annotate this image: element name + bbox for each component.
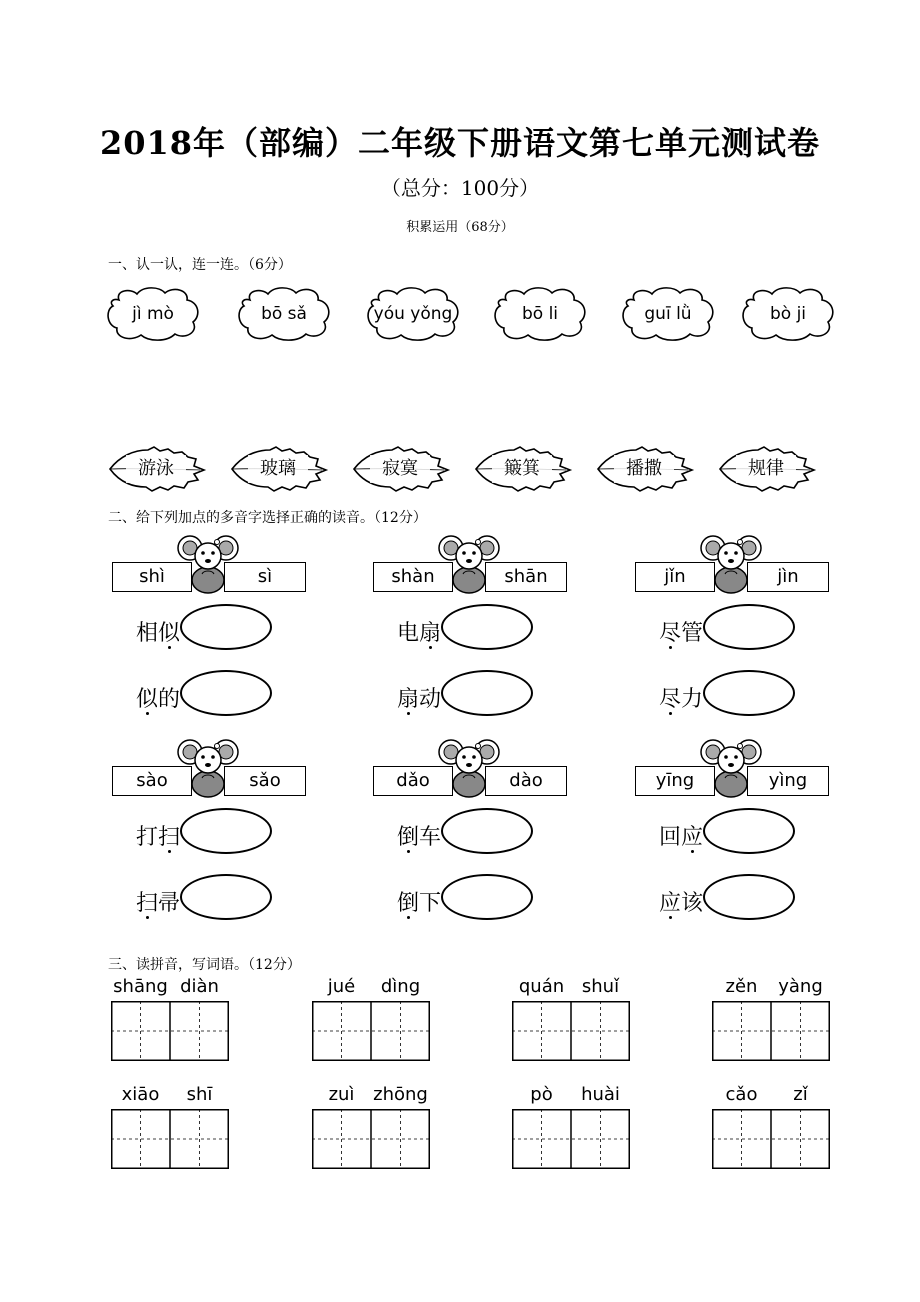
section-note: 积累运用（68分）: [406, 220, 514, 235]
pinyin-syllable: huài: [581, 1084, 620, 1105]
pinyin-syllable: cǎo: [725, 1084, 758, 1105]
answer-oval[interactable]: [441, 808, 533, 854]
q1-heading: 一、认一认，连一连。（6分）: [108, 257, 292, 273]
pinyin-option-right[interactable]: yìng: [747, 766, 829, 796]
cloud-pinyin-label: yóu yǒng: [373, 304, 453, 324]
tian-zi-grid[interactable]: [712, 1001, 830, 1061]
answer-oval[interactable]: [180, 670, 272, 716]
pinyin-syllable: zěn: [725, 976, 758, 997]
polyphone-word: 尽力: [659, 687, 704, 712]
emphasis-dot: [669, 646, 672, 649]
tian-zi-grid[interactable]: [312, 1001, 430, 1061]
pinyin-syllable: yàng: [778, 976, 823, 997]
cloud-pinyin-label: guī lǜ: [644, 304, 692, 324]
pinyin-syllable: dìng: [380, 976, 421, 997]
leaf-word-label: 播撒: [614, 455, 674, 483]
pinyin-cloud[interactable]: [492, 286, 588, 342]
pinyin-option-right[interactable]: dào: [485, 766, 567, 796]
answer-oval[interactable]: [441, 604, 533, 650]
pinyin-option-left[interactable]: jǐn: [635, 562, 715, 592]
polyphone-word: 扇动: [397, 687, 442, 712]
polyphone-word: 扫帚: [136, 891, 181, 916]
pinyin-syllable: shuǐ: [581, 976, 620, 997]
polyphone-word: 倒下: [397, 891, 442, 916]
leaf-word-label: 规律: [736, 455, 796, 483]
answer-oval[interactable]: [180, 604, 272, 650]
pinyin-syllable: pò: [530, 1084, 553, 1105]
cloud-pinyin-label: bō sǎ: [261, 304, 307, 324]
leaf-word-label: 玻璃: [248, 455, 308, 483]
answer-oval[interactable]: [180, 874, 272, 920]
pinyin-syllable: shī: [186, 1084, 213, 1105]
answer-oval[interactable]: [703, 604, 795, 650]
pinyin-cloud[interactable]: [105, 286, 201, 342]
word-leaf[interactable]: [474, 444, 574, 494]
cloud-pinyin-label: bō li: [521, 304, 559, 324]
pinyin-option-left[interactable]: yīng: [635, 766, 715, 796]
pinyin-option-left[interactable]: sào: [112, 766, 192, 796]
answer-oval[interactable]: [441, 670, 533, 716]
emphasis-dot: [669, 916, 672, 919]
leaf-word-label: 寂寞: [370, 455, 430, 483]
pinyin-cloud[interactable]: [740, 286, 836, 342]
emphasis-dot: [429, 646, 432, 649]
word-leaf[interactable]: [108, 444, 208, 494]
pinyin-option-right[interactable]: jìn: [747, 562, 829, 592]
word-leaf[interactable]: [230, 444, 330, 494]
total-score: （总分：100分）: [380, 176, 540, 200]
pinyin-syllable: xiāo: [121, 1084, 160, 1105]
tian-zi-grid[interactable]: [712, 1109, 830, 1169]
emphasis-dot: [146, 916, 149, 919]
answer-oval[interactable]: [441, 874, 533, 920]
emphasis-dot: [691, 850, 694, 853]
q3-heading: 三、读拼音，写词语。（12分）: [108, 957, 301, 973]
emphasis-dot: [407, 850, 410, 853]
emphasis-dot: [407, 916, 410, 919]
polyphone-word: 尽管: [659, 621, 704, 646]
word-leaf[interactable]: [718, 444, 818, 494]
polyphone-word: 电扇: [397, 621, 442, 646]
pinyin-syllable: zǐ: [793, 1084, 808, 1105]
tian-zi-grid[interactable]: [312, 1109, 430, 1169]
tian-zi-grid[interactable]: [512, 1001, 630, 1061]
answer-oval[interactable]: [180, 808, 272, 854]
cloud-pinyin-label: bò ji: [769, 304, 807, 324]
word-leaf[interactable]: [596, 444, 696, 494]
pinyin-option-right[interactable]: sì: [224, 562, 306, 592]
polyphone-word: 倒车: [397, 825, 442, 850]
polyphone-word: 相似: [136, 621, 181, 646]
tian-zi-grid[interactable]: [111, 1001, 229, 1061]
pinyin-option-left[interactable]: dǎo: [373, 766, 453, 796]
pinyin-syllable: shāng: [113, 976, 168, 997]
emphasis-dot: [407, 712, 410, 715]
pinyin-syllable: diàn: [180, 976, 219, 997]
pinyin-cloud[interactable]: [620, 286, 716, 342]
answer-oval[interactable]: [703, 874, 795, 920]
pinyin-option-right[interactable]: shān: [485, 562, 567, 592]
tian-zi-grid[interactable]: [512, 1109, 630, 1169]
pinyin-option-right[interactable]: sǎo: [224, 766, 306, 796]
pinyin-syllable: quán: [518, 976, 565, 997]
pinyin-cloud[interactable]: [365, 286, 461, 342]
leaf-word-label: 游泳: [126, 455, 186, 483]
emphasis-dot: [168, 850, 171, 853]
cloud-pinyin-label: jì mò: [132, 304, 174, 324]
pinyin-option-left[interactable]: shàn: [373, 562, 453, 592]
tian-zi-grid[interactable]: [111, 1109, 229, 1169]
polyphone-word: 打扫: [136, 825, 181, 850]
answer-oval[interactable]: [703, 670, 795, 716]
pinyin-option-left[interactable]: shì: [112, 562, 192, 592]
pinyin-syllable: zuì: [328, 1084, 355, 1105]
leaf-word-label: 簸箕: [492, 455, 552, 483]
page-title: 2018年（部编）二年级下册语文第七单元测试卷: [99, 124, 821, 162]
q2-heading: 二、给下列加点的多音字选择正确的读音。（12分）: [108, 510, 427, 526]
emphasis-dot: [168, 646, 171, 649]
pinyin-syllable: jué: [327, 976, 356, 997]
emphasis-dot: [669, 712, 672, 715]
polyphone-word: 应该: [659, 891, 704, 916]
pinyin-syllable: zhōng: [373, 1084, 428, 1105]
answer-oval[interactable]: [703, 808, 795, 854]
emphasis-dot: [146, 712, 149, 715]
polyphone-word: 似的: [136, 687, 181, 712]
polyphone-word: 回应: [659, 825, 704, 850]
word-leaf[interactable]: [352, 444, 452, 494]
pinyin-cloud[interactable]: [236, 286, 332, 342]
